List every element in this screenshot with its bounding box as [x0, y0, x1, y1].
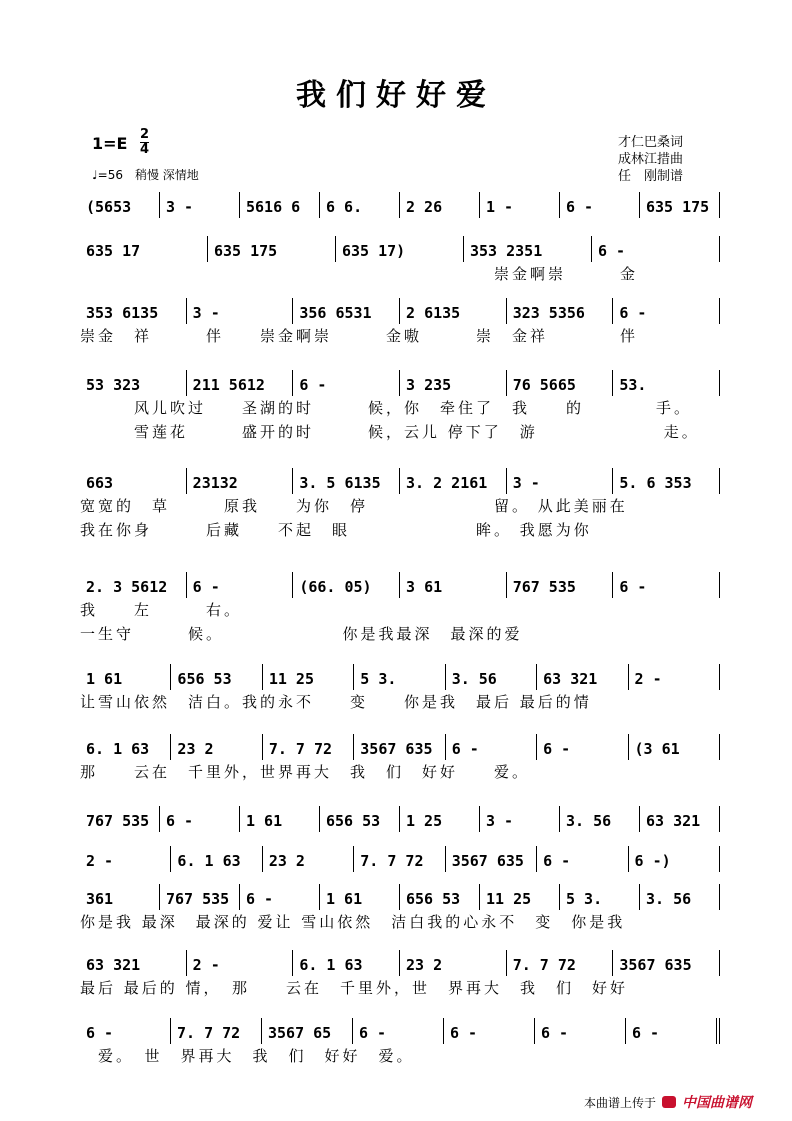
- score-system: [80, 950, 720, 1000]
- measure: 6 -: [292, 370, 399, 396]
- notation-row: [80, 734, 720, 760]
- measure: 2 -: [186, 950, 293, 976]
- measure: 323 5356: [506, 298, 613, 324]
- measure: 7. 7 72: [353, 846, 444, 872]
- measure: 53.: [612, 370, 720, 396]
- measure: 767 535: [86, 812, 150, 830]
- measure: 76 5665: [506, 370, 613, 396]
- measure: 3. 56: [445, 664, 536, 690]
- measure: (66. 05): [292, 572, 399, 598]
- measure: 6 -: [612, 572, 720, 598]
- notation-row: [80, 1018, 720, 1044]
- lyric-line: 你是我 最深 最深的 爱让 雪山依然 洁白我的心永不 变 你是我: [80, 913, 626, 931]
- time-signature: [140, 128, 149, 157]
- lyric-line: 最后 最后的 情， 那 云在 千里外，世 界再大 我 们 好好: [80, 979, 629, 997]
- measure: 3 -: [159, 192, 239, 218]
- measure: 1 25: [399, 806, 479, 832]
- measure: 6 -): [628, 846, 720, 872]
- measure: 3. 56: [639, 884, 720, 910]
- measure: 5. 6 353: [612, 468, 720, 494]
- measure: 2. 3 5612: [86, 578, 168, 596]
- footer-text: 本曲谱上传于: [583, 1095, 656, 1110]
- measure: 3567 635: [612, 950, 720, 976]
- notation-row: [80, 370, 720, 396]
- lyric-line: 那 云在 千里外，世界再大 我 们 好好 爱。: [80, 763, 531, 781]
- lyric-line: 让雪山依然 洁白。我的永不 变 你是我 最后 最后的情: [80, 693, 592, 711]
- measure: 3 61: [399, 572, 506, 598]
- measure: 3567 635: [445, 846, 536, 872]
- score-system: [80, 236, 720, 286]
- measure: 6 -: [445, 734, 536, 760]
- measure: 2 -: [628, 664, 720, 690]
- credits: [618, 134, 683, 185]
- score-system: [80, 468, 720, 542]
- measure: 53 323: [86, 376, 141, 394]
- measure: 6 -: [534, 1018, 625, 1044]
- measure: 5 3.: [353, 664, 444, 690]
- tempo-marking: ♩=56 稍慢 深情地: [92, 168, 199, 182]
- measure: 23 2: [399, 950, 506, 976]
- meter-bottom: 4: [140, 142, 150, 157]
- measure: 1 61: [86, 670, 123, 688]
- score-system: [80, 572, 720, 646]
- measure: 361: [86, 890, 114, 908]
- measure: (3 61: [628, 734, 720, 760]
- measure: 656 53: [399, 884, 479, 910]
- measure: 23132: [186, 468, 293, 494]
- measure: 7. 7 72: [170, 1018, 261, 1044]
- lyric-line: 风儿吹过 圣湖的时 候，你 牵住了 我 的 手。: [80, 399, 693, 417]
- measure: 23 2: [170, 734, 261, 760]
- measure: 11 25: [262, 664, 353, 690]
- lyric-line: 我在你身 后藏 不起 眼 眸。 我愿为你: [80, 521, 592, 539]
- meter-top: 2: [140, 127, 150, 142]
- score-system: [80, 370, 720, 444]
- measure: 635 175: [639, 192, 720, 218]
- measure: 3 -: [479, 806, 559, 832]
- measure: 656 53: [319, 806, 399, 832]
- score-system: [80, 734, 720, 784]
- measure: 3 235: [399, 370, 506, 396]
- measure: 2 6135: [399, 298, 506, 324]
- measure: 63 321: [639, 806, 720, 832]
- score-system: [80, 846, 720, 872]
- measure: 663: [86, 474, 114, 492]
- score-system: [80, 806, 720, 832]
- measure: 23 2: [262, 846, 353, 872]
- measure: 656 53: [170, 664, 261, 690]
- measure: 6 -: [625, 1018, 720, 1044]
- score-system: [80, 884, 720, 934]
- site-name: 中国曲谱网: [682, 1095, 752, 1111]
- measure: 6 -: [591, 236, 720, 262]
- measure: 6 -: [559, 192, 639, 218]
- measure: 635 17): [335, 236, 463, 262]
- measure: 3. 5 6135: [292, 468, 399, 494]
- measure: 353 6135: [86, 304, 159, 322]
- measure: 11 25: [479, 884, 559, 910]
- measure: 3567 65: [261, 1018, 352, 1044]
- score-system: [80, 298, 720, 348]
- measure: 3 -: [506, 468, 613, 494]
- measure: 6 -: [186, 572, 293, 598]
- notation-row: [80, 298, 720, 324]
- measure: 5 3.: [559, 884, 639, 910]
- measure: 767 535: [506, 572, 613, 598]
- measure: 767 535: [159, 884, 239, 910]
- measure: 6. 1 63: [86, 740, 150, 758]
- notation-row: [80, 664, 720, 690]
- measure: 2 -: [86, 852, 114, 870]
- lyricist: 才仁巴桑词: [618, 135, 684, 150]
- measure: 1 61: [239, 806, 319, 832]
- measure: 6 -: [536, 734, 627, 760]
- measure: 6 -: [352, 1018, 443, 1044]
- footer: [584, 1092, 752, 1112]
- measure: 7. 7 72: [506, 950, 613, 976]
- measure: 2 26: [399, 192, 479, 218]
- transcriber: 任 刚制谱: [618, 169, 684, 184]
- measure: 63 321: [86, 956, 141, 974]
- lyric-line: 一生守 候。 你是我最深 最深的爱: [80, 625, 523, 643]
- measure: 3 -: [186, 298, 293, 324]
- key-signature: 1=E: [92, 134, 128, 153]
- measure: 353 2351: [463, 236, 591, 262]
- notation-row: [80, 236, 720, 262]
- measure: 7. 7 72: [262, 734, 353, 760]
- lyric-line: 我 左 右。: [80, 601, 243, 619]
- notation-row: [80, 192, 720, 218]
- measure: 3. 56: [559, 806, 639, 832]
- measure: 1 61: [319, 884, 399, 910]
- measure: 1 -: [479, 192, 559, 218]
- measure: 6 -: [86, 1024, 114, 1042]
- measure: 211 5612: [186, 370, 293, 396]
- measure: 6 -: [536, 846, 627, 872]
- lyric-line: 崇金啊崇 金: [80, 265, 639, 283]
- measure: 3567 635: [353, 734, 444, 760]
- notation-row: [80, 950, 720, 976]
- measure: 6. 1 63: [170, 846, 261, 872]
- measure: 6 -: [159, 806, 239, 832]
- measure: 6 -: [443, 1018, 534, 1044]
- measure: 635 175: [207, 236, 335, 262]
- lyric-line: 宽宽的 草 原我 为你 停 留。 从此美丽在: [80, 497, 628, 515]
- measure: 6. 1 63: [292, 950, 399, 976]
- notation-row: [80, 806, 720, 832]
- measure: 6 -: [612, 298, 720, 324]
- measure: 5616 6: [239, 192, 319, 218]
- lyric-line: 爱。 世 界再大 我 们 好好 爱。: [80, 1047, 415, 1065]
- composer: 成林江措曲: [618, 152, 684, 167]
- score-title: 我们好好爱: [296, 78, 496, 113]
- notation-row: [80, 846, 720, 872]
- measure: 356 6531: [292, 298, 399, 324]
- score-system: [80, 192, 720, 218]
- measure: (5653: [86, 198, 132, 216]
- lyric-line: 崇金 祥 伴 崇金啊崇 金嗷 崇 金祥 伴: [80, 327, 639, 345]
- notation-row: [80, 572, 720, 598]
- score-system: [80, 1018, 720, 1068]
- measure: 635 17: [86, 242, 141, 260]
- lyric-line: 雪莲花 盛开的时 候，云儿 停下了 游 走。: [80, 423, 700, 441]
- site-logo-icon: [662, 1096, 676, 1108]
- notation-row: [80, 468, 720, 494]
- measure: 3. 2 2161: [399, 468, 506, 494]
- measure: 6 -: [239, 884, 319, 910]
- score-system: [80, 664, 720, 714]
- measure: 63 321: [536, 664, 627, 690]
- measure: 6 6.: [319, 192, 399, 218]
- notation-row: [80, 884, 720, 910]
